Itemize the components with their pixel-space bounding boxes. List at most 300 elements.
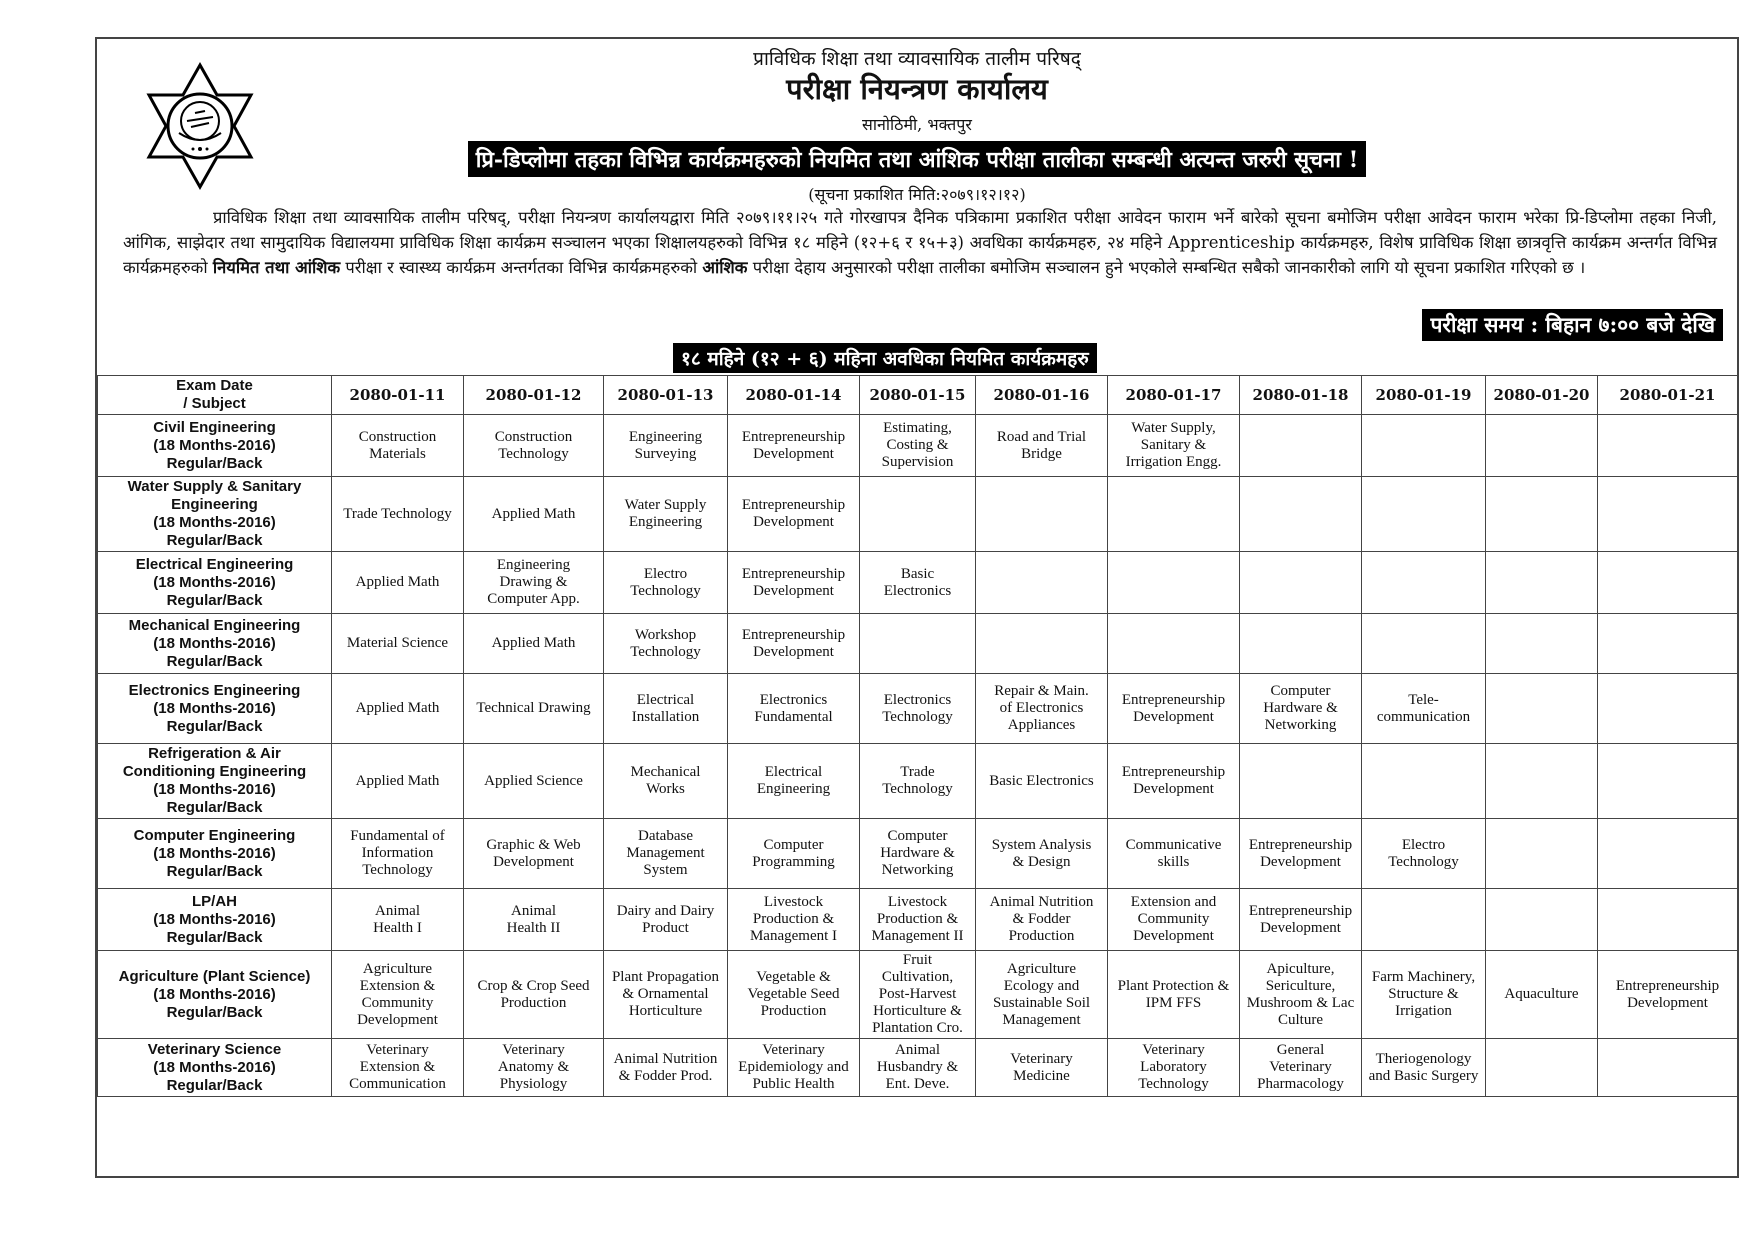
exam-subject-line: Animal bbox=[511, 902, 556, 919]
exam-subject-cell bbox=[860, 415, 976, 477]
exam-subject-cell bbox=[604, 674, 728, 744]
exam-subject-cell bbox=[604, 744, 728, 819]
exam-subject-line: Pharmacology bbox=[1257, 1076, 1344, 1092]
exam-subject-line: Technology bbox=[362, 862, 433, 878]
exam-subject-line: Engineering bbox=[496, 557, 571, 573]
exam-subject-line: Extension & bbox=[359, 1059, 436, 1075]
exam-schedule-table-wrap bbox=[97, 375, 1737, 1097]
exam-subject-cell bbox=[464, 744, 604, 819]
exam-subject-line: Extension & bbox=[359, 977, 436, 994]
exam-subject-line: Entrepreneurship bbox=[741, 497, 846, 513]
exam-subject-line: and Basic Surgery bbox=[1368, 1067, 1479, 1084]
exam-subject-line: Management bbox=[626, 845, 705, 861]
exam-subject-line: Structure & bbox=[1388, 986, 1459, 1002]
subject-line: Regular/Back bbox=[166, 1003, 263, 1021]
exam-subject-line: Database bbox=[638, 828, 693, 844]
subject-line: (18 Months-2016) bbox=[153, 1058, 276, 1076]
exam-subject-line: Health I bbox=[373, 919, 422, 936]
exam-subject-cell bbox=[464, 1039, 604, 1097]
exam-subject-cell bbox=[1362, 1039, 1486, 1097]
exam-subject-cell bbox=[464, 477, 604, 552]
exam-subject-line: Entrepreneurship bbox=[1615, 977, 1720, 994]
exam-subject-cell bbox=[728, 614, 860, 674]
exam-subject-line: Electrical bbox=[636, 691, 695, 708]
table-header-row bbox=[98, 376, 1738, 415]
exam-subject-line: Public Health bbox=[752, 1076, 835, 1092]
exam-subject-line: Entrepreneurship bbox=[1121, 691, 1226, 708]
exam-subject-line: Plant Protection & bbox=[1117, 977, 1230, 994]
exam-subject-cell bbox=[976, 819, 1108, 889]
exam-subject-cell bbox=[1240, 744, 1362, 819]
exam-subject-line: Development bbox=[357, 1011, 438, 1028]
table-row bbox=[98, 552, 1738, 614]
exam-subject-cell bbox=[728, 674, 860, 744]
exam-subject-line: Water Supply, bbox=[1131, 420, 1216, 436]
exam-subject-line: Works bbox=[646, 781, 685, 797]
exam-subject-cell bbox=[1362, 477, 1486, 552]
exam-subject-line: Electrical bbox=[764, 764, 823, 780]
exam-subject-cell bbox=[1108, 477, 1240, 552]
table-row bbox=[98, 889, 1738, 951]
exam-subject-line: Applied Math bbox=[355, 772, 440, 789]
exam-subject-line: System Analysis bbox=[991, 836, 1092, 853]
exam-subject-line: Applied Math bbox=[355, 700, 440, 716]
exam-subject-cell bbox=[464, 951, 604, 1039]
exam-subject-line: Production & bbox=[752, 911, 835, 927]
exam-subject-line: Development bbox=[1260, 919, 1341, 936]
exam-subject-line: Communication bbox=[349, 1076, 446, 1092]
exam-subject-line: Information bbox=[361, 845, 434, 861]
subject-line: LP/AH bbox=[192, 892, 237, 910]
exam-subject-line: Product bbox=[642, 919, 689, 936]
date-header: 2080-01-14 bbox=[728, 376, 860, 415]
exam-subject-cell bbox=[1486, 552, 1598, 614]
exam-subject-line: Entrepreneurship bbox=[1248, 902, 1353, 919]
exam-subject-line: Entrepreneurship bbox=[1121, 764, 1226, 780]
exam-subject-cell bbox=[728, 744, 860, 819]
exam-subject-line: Basic bbox=[900, 565, 935, 582]
exam-subject-line: Development bbox=[1133, 708, 1214, 725]
exam-subject-line: Vegetable Seed bbox=[747, 986, 840, 1002]
exam-subject-line: Fundamental bbox=[754, 708, 833, 725]
exam-subject-line: Development bbox=[1627, 994, 1708, 1011]
exam-subject-cell bbox=[860, 744, 976, 819]
exam-subject-cell bbox=[1486, 614, 1598, 674]
office-address: सानोठिमी, भक्तपुर bbox=[862, 115, 972, 134]
notice-title bbox=[97, 141, 1737, 177]
exam-subject-line: Construction bbox=[358, 428, 437, 445]
exam-subject-cell bbox=[1362, 674, 1486, 744]
date-header: 2080-01-19 bbox=[1362, 376, 1486, 415]
exam-subject-cell bbox=[1362, 819, 1486, 889]
table-row bbox=[98, 744, 1738, 819]
exam-subject-line: Appliances bbox=[1007, 717, 1076, 733]
exam-subject-cell bbox=[1486, 889, 1598, 951]
subject-line: Regular/Back bbox=[166, 799, 263, 816]
exam-subject-line: IPM FFS bbox=[1145, 994, 1202, 1011]
exam-subject-line: Trade Technology bbox=[343, 505, 452, 522]
exam-subject-cell bbox=[1486, 477, 1598, 552]
exam-subject-cell bbox=[464, 415, 604, 477]
paragraph-bold1: नियमित तथा आंशिक bbox=[212, 258, 341, 277]
exam-subject-cell bbox=[1240, 477, 1362, 552]
exam-subject-line: Drawing & bbox=[499, 574, 568, 590]
exam-subject-cell bbox=[976, 477, 1108, 552]
exam-subject-line: Electronics bbox=[883, 691, 952, 708]
exam-subject-cell bbox=[976, 951, 1108, 1039]
exam-subject-cell bbox=[860, 552, 976, 614]
exam-subject-line: Plant Propagation bbox=[611, 969, 720, 985]
exam-subject-line: Repair & Main. bbox=[994, 683, 1089, 699]
exam-subject-line: Entrepreneurship bbox=[741, 626, 846, 643]
subject-cell bbox=[98, 614, 332, 674]
exam-subject-line: Technology bbox=[882, 781, 953, 797]
exam-subject-cell bbox=[464, 889, 604, 951]
exam-subject-cell bbox=[604, 1039, 728, 1097]
exam-subject-line: Tele- bbox=[1408, 691, 1439, 708]
exam-subject-cell bbox=[464, 819, 604, 889]
exam-subject-line: Ent. Deve. bbox=[885, 1076, 950, 1092]
subject-line: Regular/Back bbox=[166, 454, 263, 472]
exam-subject-cell bbox=[332, 889, 464, 951]
exam-subject-line: Crop & Crop Seed bbox=[477, 977, 590, 994]
exam-subject-line: Post-Harvest bbox=[878, 986, 957, 1002]
exam-subject-cell bbox=[1108, 415, 1240, 477]
exam-subject-line: Entrepreneurship bbox=[741, 428, 846, 445]
subject-line: Refrigeration & Air bbox=[148, 745, 281, 762]
exam-subject-line: Networking bbox=[1264, 717, 1337, 733]
exam-subject-line: Technology bbox=[630, 582, 701, 599]
exam-subject-cell bbox=[1240, 1039, 1362, 1097]
exam-subject-cell bbox=[1486, 674, 1598, 744]
exam-subject-cell bbox=[1362, 744, 1486, 819]
exam-subject-cell bbox=[728, 552, 860, 614]
exam-subject-line: Management II bbox=[871, 928, 964, 944]
exam-subject-line: Electro bbox=[1401, 836, 1446, 853]
exam-subject-line: Engineering bbox=[628, 514, 703, 530]
exam-subject-line: Technical Drawing bbox=[476, 700, 591, 716]
exam-subject-cell bbox=[1598, 1039, 1738, 1097]
exam-subject-cell bbox=[1598, 889, 1738, 951]
exam-subject-line: Materials bbox=[369, 445, 426, 462]
exam-subject-cell bbox=[1108, 889, 1240, 951]
exam-subject-line: Animal bbox=[375, 902, 420, 919]
exam-subject-cell bbox=[464, 674, 604, 744]
date-header: 2080-01-17 bbox=[1108, 376, 1240, 415]
exam-subject-cell bbox=[1240, 415, 1362, 477]
date-header: 2080-01-20 bbox=[1486, 376, 1598, 415]
exam-subject-cell bbox=[860, 951, 976, 1039]
publish-date: (सूचना प्रकाशित मिति:२०७९।१२।१२) bbox=[808, 185, 1026, 204]
exam-subject-line: Sanitary & bbox=[1140, 437, 1207, 453]
exam-subject-line: Management bbox=[1002, 1011, 1081, 1028]
exam-subject-line: Hardware & bbox=[880, 845, 955, 861]
subject-line: Regular/Back bbox=[166, 1076, 263, 1094]
exam-subject-line: Technology bbox=[498, 445, 569, 462]
exam-subject-line: Sustainable Soil bbox=[992, 994, 1091, 1011]
exam-subject-cell bbox=[1240, 614, 1362, 674]
exam-subject-cell bbox=[860, 614, 976, 674]
exam-subject-cell bbox=[1362, 614, 1486, 674]
exam-subject-line: Agriculture bbox=[1006, 960, 1077, 977]
exam-subject-cell bbox=[728, 951, 860, 1039]
subject-cell bbox=[98, 819, 332, 889]
exam-subject-line: Production & bbox=[876, 911, 959, 927]
exam-schedule-table bbox=[97, 375, 1738, 1097]
subject-line: Regular/Back bbox=[166, 591, 263, 609]
subject-cell bbox=[98, 552, 332, 614]
subject-line: Conditioning Engineering bbox=[122, 763, 307, 780]
org-name: प्राविधिक शिक्षा तथा व्यावसायिक तालीम परिषद् bbox=[753, 48, 1081, 70]
exam-subject-line: Programming bbox=[752, 853, 835, 870]
exam-subject-line: Medicine bbox=[1013, 1067, 1070, 1084]
subject-line: Regular/Back bbox=[166, 717, 263, 735]
exam-subject-line: Apiculture, bbox=[1266, 960, 1335, 977]
notice-title-text: प्रि-डिप्लोमा तहका विभिन्न कार्यक्रमहरुको नियमित तथा आंशिक परीक्षा तालीका सम्बन्धी अत्यन्त जरुरी सूचना ! bbox=[468, 141, 1367, 177]
exam-subject-line: Farm Machinery, bbox=[1371, 969, 1476, 985]
section-heading: १८ महिने (१२ + ६) महिना अवधिका नियमित कार्यक्रमहरु bbox=[673, 343, 1097, 373]
exam-subject-line: Applied Math bbox=[491, 635, 576, 651]
exam-subject-line: Production bbox=[760, 1003, 827, 1019]
exam-subject-line: & Fodder bbox=[1012, 911, 1071, 927]
exam-subject-line: Livestock bbox=[887, 894, 948, 910]
table-row bbox=[98, 1039, 1738, 1097]
exam-subject-cell bbox=[728, 415, 860, 477]
date-header: 2080-01-16 bbox=[976, 376, 1108, 415]
exam-subject-cell bbox=[604, 415, 728, 477]
exam-subject-cell bbox=[332, 1039, 464, 1097]
exam-subject-line: Development bbox=[1260, 853, 1341, 870]
exam-subject-cell bbox=[728, 477, 860, 552]
exam-subject-line: Supervision bbox=[881, 454, 954, 470]
subject-cell bbox=[98, 477, 332, 552]
exam-subject-cell bbox=[1598, 552, 1738, 614]
date-header: 2080-01-11 bbox=[332, 376, 464, 415]
table-row bbox=[98, 614, 1738, 674]
exam-subject-cell bbox=[860, 819, 976, 889]
date-header: 2080-01-18 bbox=[1240, 376, 1362, 415]
exam-subject-line: Mechanical bbox=[630, 764, 701, 780]
exam-subject-line: General bbox=[1276, 1042, 1325, 1058]
exam-subject-line: Theriogenology bbox=[1375, 1050, 1472, 1067]
paragraph-bold2: आंशिक bbox=[702, 258, 748, 277]
subject-line: (18 Months-2016) bbox=[153, 985, 276, 1003]
exam-subject-line: Construction bbox=[494, 428, 573, 445]
exam-subject-line: Development bbox=[1133, 781, 1214, 797]
exam-subject-cell bbox=[1486, 819, 1598, 889]
exam-subject-line: Technology bbox=[630, 643, 701, 660]
exam-subject-cell bbox=[604, 477, 728, 552]
exam-subject-cell bbox=[1598, 415, 1738, 477]
exam-subject-cell bbox=[1108, 819, 1240, 889]
table-row bbox=[98, 477, 1738, 552]
exam-subject-line: Electronics bbox=[759, 691, 828, 708]
exam-subject-line: Fruit bbox=[902, 952, 933, 968]
exam-subject-line: Development bbox=[1133, 928, 1214, 944]
exam-subject-cell bbox=[1486, 415, 1598, 477]
exam-subject-cell bbox=[332, 951, 464, 1039]
exam-subject-line: Communicative bbox=[1125, 836, 1222, 853]
exam-subject-cell bbox=[1486, 1039, 1598, 1097]
exam-subject-cell bbox=[332, 819, 464, 889]
exam-subject-line: Trade bbox=[900, 764, 935, 780]
table-row bbox=[98, 415, 1738, 477]
exam-subject-line: & Ornamental bbox=[622, 986, 709, 1002]
exam-subject-line: Management I bbox=[749, 928, 838, 944]
exam-subject-line: Applied Math bbox=[491, 505, 576, 522]
exam-subject-line: Costing & bbox=[886, 437, 949, 453]
subject-line: (18 Months-2016) bbox=[153, 844, 276, 862]
exam-subject-line: skills bbox=[1157, 853, 1190, 870]
exam-subject-cell bbox=[1598, 951, 1738, 1039]
subject-line: Electronics Engineering bbox=[128, 681, 301, 699]
exam-subject-line: Animal Nutrition bbox=[989, 894, 1094, 910]
exam-subject-line: Surveying bbox=[634, 445, 697, 462]
exam-subject-line: communication bbox=[1376, 708, 1471, 725]
exam-subject-line: Technology bbox=[1388, 853, 1459, 870]
exam-subject-line: Irrigation Engg. bbox=[1125, 454, 1222, 470]
exam-subject-cell bbox=[604, 552, 728, 614]
subject-line: (18 Months-2016) bbox=[153, 573, 276, 591]
paragraph-part1: प्राविधिक शिक्षा तथा व्यावसायिक तालीम परिषद्, परीक्षा नियन्त्रण कार्यालयद्वारा मिति २०७९।११।२५ गते गोरखापत्र दैनिक पत्रिकामा प्रकाशित परीक्षा आवेदन फाराम भर्ने बारेको सूचना बमोजिम परीक्षा आवेदन फाराम भरेका प्रि-डिप्लोमा तहका निजी, आंगिक, साझेदार तथा सामुदायिक विद्यालयमा प्राविधिक शिक्षा कार्यक्रम सञ्चालन भएका शिक्षालयहरुको विभिन्न १८ महिने (१२+६ र १५+३) अवधिका कार्यक्रमहरु, २४ महिने Apprenticeship कार्यक्रमहरु, विशेष प्राविधिक शिक्षा छात्रवृत्ति कार्यक्रम अन्तर्गत विभिन्न कार्यक्रमहरुको bbox=[123, 208, 1717, 277]
subject-line: Agriculture (Plant Science) bbox=[118, 967, 311, 985]
exam-subject-cell bbox=[976, 889, 1108, 951]
exam-subject-cell bbox=[464, 614, 604, 674]
subject-line: (18 Months-2016) bbox=[153, 514, 276, 531]
exam-subject-line: Irrigation bbox=[1395, 1003, 1452, 1019]
exam-subject-line: Physiology bbox=[499, 1076, 568, 1092]
date-header: 2080-01-13 bbox=[604, 376, 728, 415]
exam-subject-line: Ecology and bbox=[1003, 977, 1080, 994]
exam-subject-line: Dairy and Dairy bbox=[616, 902, 715, 919]
subject-line: (18 Months-2016) bbox=[153, 781, 276, 798]
exam-subject-cell bbox=[1240, 552, 1362, 614]
subject-line: Electrical Engineering bbox=[135, 555, 294, 573]
exam-subject-cell bbox=[1108, 614, 1240, 674]
exam-subject-line: Production bbox=[500, 994, 567, 1011]
exam-subject-line: & Design bbox=[1012, 853, 1071, 870]
exam-subject-cell bbox=[976, 415, 1108, 477]
exam-subject-line: Electro bbox=[643, 565, 688, 582]
exam-subject-cell bbox=[1240, 819, 1362, 889]
exam-subject-line: Animal Nutrition bbox=[613, 1050, 718, 1067]
exam-subject-cell bbox=[1108, 744, 1240, 819]
exam-subject-line: Water Supply bbox=[624, 497, 707, 513]
exam-subject-cell bbox=[1362, 415, 1486, 477]
subject-line: Water Supply & Sanitary bbox=[127, 478, 302, 495]
exam-subject-line: Aquaculture bbox=[1504, 986, 1579, 1002]
exam-subject-line: Community bbox=[1137, 911, 1210, 927]
exam-subject-cell bbox=[332, 477, 464, 552]
date-header: 2080-01-21 bbox=[1598, 376, 1738, 415]
exam-subject-cell bbox=[860, 889, 976, 951]
exam-subject-line: Development bbox=[753, 445, 834, 462]
exam-subject-line: Vegetable & bbox=[756, 969, 831, 985]
exam-subject-line: Husbandry & bbox=[876, 1059, 959, 1075]
exam-subject-cell bbox=[1362, 889, 1486, 951]
exam-subject-line: Epidemiology and bbox=[738, 1059, 849, 1075]
subject-line: Regular/Back bbox=[166, 532, 263, 549]
exam-subject-line: Veterinary bbox=[502, 1042, 565, 1058]
exam-subject-line: Road and Trial bbox=[996, 428, 1087, 445]
date-header: 2080-01-15 bbox=[860, 376, 976, 415]
exam-subject-cell bbox=[332, 614, 464, 674]
exam-subject-line: Development bbox=[753, 514, 834, 530]
exam-subject-cell bbox=[976, 1039, 1108, 1097]
exam-subject-line: Applied Science bbox=[484, 772, 583, 789]
exam-subject-cell bbox=[332, 552, 464, 614]
exam-subject-line: Engineering bbox=[756, 781, 831, 797]
paragraph-part3: परीक्षा देहाय अनुसारको परीक्षा तालीका बमोजिम सञ्चालन हुने भएकोले सम्बन्धित सबैको जानकारीको लागि यो सूचना प्रकाशित गरिएको छ । bbox=[747, 258, 1586, 277]
exam-subject-line: System bbox=[643, 862, 688, 878]
exam-subject-line: Fundamental of bbox=[350, 828, 445, 844]
exam-subject-line: Workshop bbox=[634, 626, 697, 643]
table-body bbox=[98, 415, 1738, 1097]
exam-subject-cell bbox=[1486, 744, 1598, 819]
subject-line: Regular/Back bbox=[166, 928, 263, 946]
exam-subject-cell bbox=[976, 614, 1108, 674]
subject-line: Mechanical Engineering bbox=[128, 616, 301, 634]
subject-line: Regular/Back bbox=[166, 862, 263, 880]
exam-subject-line: Graphic & Web bbox=[486, 836, 581, 853]
exam-subject-cell bbox=[604, 951, 728, 1039]
corner-line: / Subject bbox=[183, 395, 246, 412]
exam-subject-line: Extension and bbox=[1130, 894, 1217, 910]
exam-time: परीक्षा समय : बिहान ७:०० बजे देखि bbox=[1422, 309, 1723, 341]
exam-subject-line: Plantation Cro. bbox=[872, 1020, 963, 1036]
corner-header bbox=[98, 376, 332, 415]
exam-subject-line: Computer bbox=[1270, 683, 1331, 699]
exam-subject-line: Material Science bbox=[346, 635, 449, 651]
exam-subject-cell bbox=[1598, 674, 1738, 744]
exam-subject-line: & Fodder Prod. bbox=[618, 1067, 713, 1084]
exam-subject-cell bbox=[976, 744, 1108, 819]
exam-subject-cell bbox=[604, 819, 728, 889]
exam-subject-cell bbox=[1240, 951, 1362, 1039]
exam-subject-line: Laboratory bbox=[1140, 1059, 1207, 1075]
exam-subject-line: Electronics bbox=[883, 582, 952, 599]
subject-cell bbox=[98, 1039, 332, 1097]
exam-subject-line: Entrepreneurship bbox=[741, 565, 846, 582]
subject-line: (18 Months-2016) bbox=[153, 634, 276, 652]
subject-cell bbox=[98, 889, 332, 951]
subject-line: Engineering bbox=[171, 496, 258, 513]
exam-subject-cell bbox=[332, 744, 464, 819]
subject-line: Veterinary Science bbox=[147, 1040, 282, 1058]
exam-subject-line: Veterinary bbox=[1142, 1042, 1205, 1058]
office-name: परीक्षा नियन्त्रण कार्यालय bbox=[786, 72, 1048, 106]
exam-subject-cell bbox=[1108, 951, 1240, 1039]
exam-subject-line: Community bbox=[361, 994, 434, 1011]
exam-subject-line: Computer App. bbox=[487, 591, 580, 607]
exam-subject-line: Animal bbox=[895, 1042, 940, 1058]
exam-subject-cell bbox=[1108, 552, 1240, 614]
exam-subject-line: Technology bbox=[882, 708, 953, 725]
paragraph-part2: परीक्षा र स्वास्थ्य कार्यक्रम अन्तर्गतका विभिन्न कार्यक्रमहरुको bbox=[340, 258, 703, 277]
exam-subject-line: Veterinary bbox=[1010, 1050, 1073, 1067]
exam-subject-line: Development bbox=[493, 853, 574, 870]
exam-subject-line: Veterinary bbox=[366, 1042, 429, 1058]
exam-subject-cell bbox=[1598, 614, 1738, 674]
exam-subject-line: Engineering bbox=[628, 428, 703, 445]
corner-line: Exam Date bbox=[176, 377, 253, 394]
exam-subject-line: of Electronics bbox=[999, 700, 1084, 716]
exam-subject-cell bbox=[1486, 951, 1598, 1039]
table-row bbox=[98, 951, 1738, 1039]
date-header: 2080-01-12 bbox=[464, 376, 604, 415]
exam-subject-cell bbox=[464, 552, 604, 614]
exam-subject-line: Installation bbox=[631, 708, 700, 725]
